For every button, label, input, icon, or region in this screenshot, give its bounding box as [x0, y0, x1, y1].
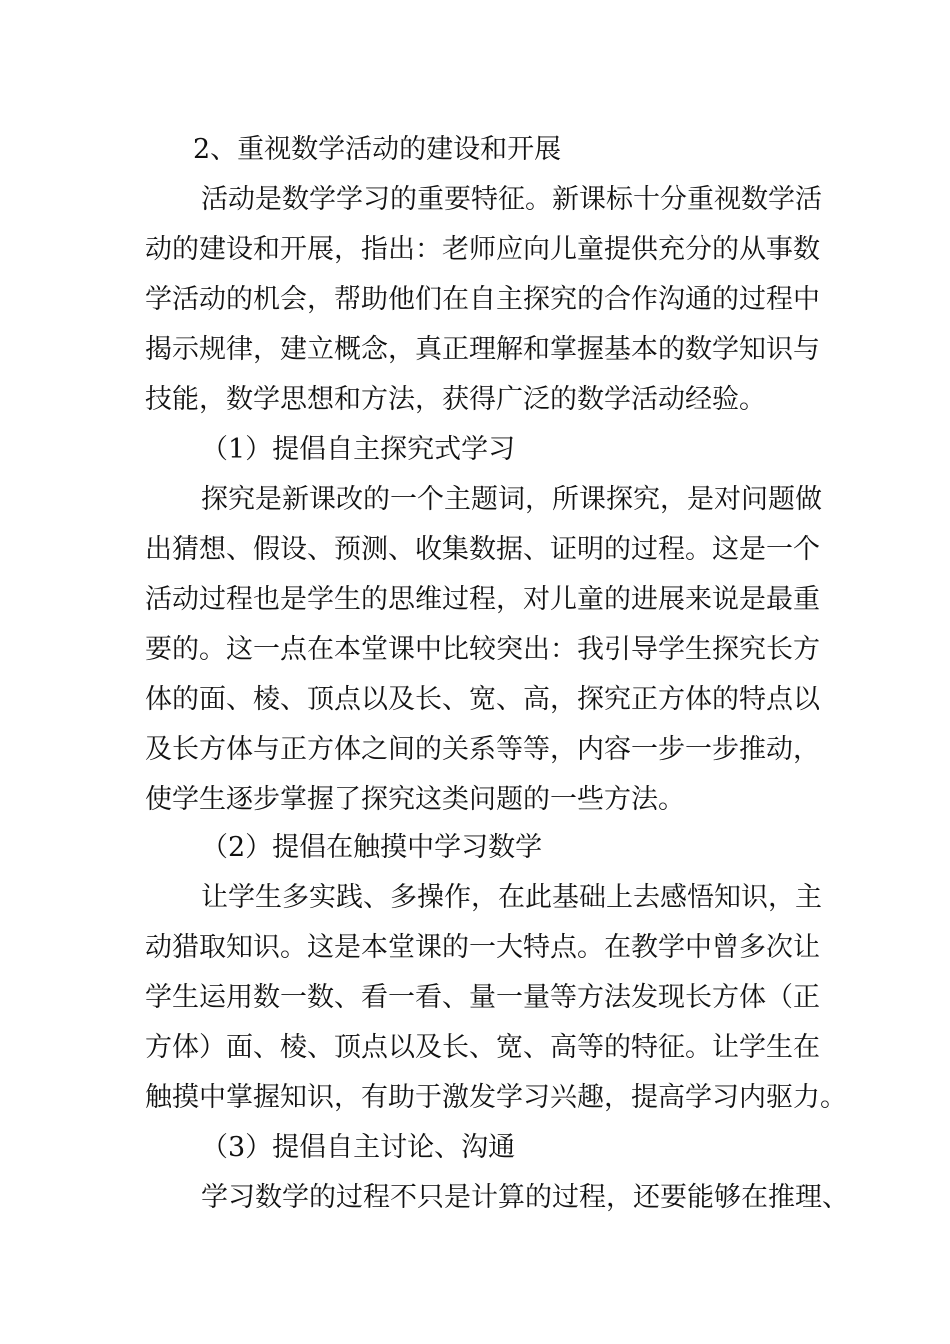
- paragraph-line: 方体）面、棱、顶点以及长、宽、高等的特征。让学生在: [145, 1032, 820, 1063]
- paragraph-line: 触摸中掌握知识，有助于激发学习兴趣，提高学习内驱力。: [145, 1082, 847, 1113]
- paragraph-line: 让学生多实践、多操作，在此基础上去感悟知识，主: [201, 882, 822, 913]
- paragraph-line: 要的。这一点在本堂课中比较突出：我引导学生探究长方: [145, 634, 820, 665]
- paragraph-line: 体的面、棱、顶点以及长、宽、高，探究正方体的特点以: [145, 684, 820, 715]
- paragraph-line: 学习数学的过程不只是计算的过程，还要能够在推理、: [201, 1182, 849, 1213]
- paragraph-line: 技能，数学思想和方法，获得广泛的数学活动经验。: [145, 384, 766, 415]
- paragraph-line: 学生运用数一数、看一看、量一量等方法发现长方体（正: [145, 982, 820, 1013]
- paragraph-line: 探究是新课改的一个主题词，所课探究，是对问题做: [201, 484, 822, 515]
- subheading-2: （2）提倡在触摸中学习数学: [201, 832, 543, 863]
- paragraph-line: 活动过程也是学生的思维过程，对儿童的进展来说是最重: [145, 584, 820, 615]
- paragraph-line: 揭示规律，建立概念，真正理解和掌握基本的数学知识与: [145, 334, 820, 365]
- paragraph-line: 活动是数学学习的重要特征。新课标十分重视数学活: [201, 184, 822, 215]
- paragraph-line: 使学生逐步掌握了探究这类问题的一些方法。: [145, 784, 685, 815]
- paragraph-line: 及长方体与正方体之间的关系等等，内容一步一步推动，: [145, 734, 820, 765]
- paragraph-line: 动猎取知识。这是本堂课的一大特点。在教学中曾多次让: [145, 932, 820, 963]
- subheading-3: （3）提倡自主讨论、沟通: [201, 1132, 516, 1163]
- paragraph-line: 动的建设和开展，指出：老师应向儿童提供充分的从事数: [145, 234, 820, 265]
- paragraph-line: 出猜想、假设、预测、收集数据、证明的过程。这是一个: [145, 534, 820, 565]
- section-heading-2: 2、重视数学活动的建设和开展: [193, 134, 562, 165]
- paragraph-line: 学活动的机会，帮助他们在自主探究的合作沟通的过程中: [145, 284, 820, 315]
- subheading-1: （1）提倡自主探究式学习: [201, 434, 516, 465]
